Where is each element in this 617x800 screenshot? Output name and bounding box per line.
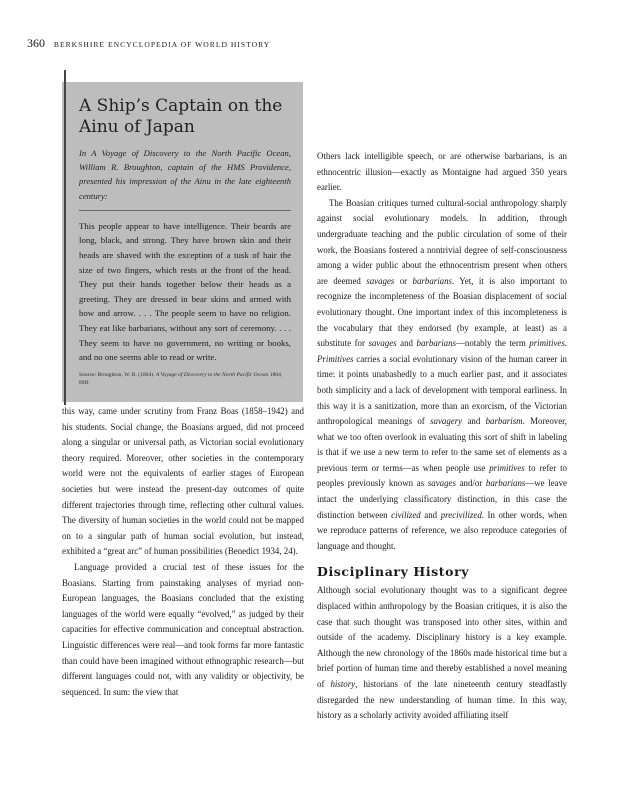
running-header bbox=[27, 36, 587, 50]
right-column bbox=[317, 149, 567, 724]
left-column bbox=[62, 404, 304, 700]
sidebar-vertical-rule bbox=[64, 70, 66, 405]
sidebar-box bbox=[62, 82, 303, 402]
sidebar-quote: This people appear to have intelligence. Their beards are long, black, and strong. They have brown skin and their heads are shaved with the exception of a tusk of hair the size of two fingers, which rests at the front of the head. They put their hands together below their heads as a greeting. They are dressed in bear skins and armed with bow and arrow. . . . The people seem to have no religion. They eat like barbarians, without any sort of ceremony. . . . They seem to have no government, no writing or books, and no one seems able to read or write. bbox=[79, 220, 291, 363]
source-prefix: Source: Broughton, W. R. (1804). bbox=[79, 371, 156, 378]
paragraph: Others lack intelligible speech, or are otherwise barbarians, is an ethnocentric illusion—exactly as Montaigne had argued 350 years earlier. bbox=[317, 151, 567, 193]
paragraph: this way, came under scrutiny from Franz Boas (1858–1942) and his students. Social change, the Boasians argued, did not proceed along a singular or universal path, as Victorian social evolutionary theory required. Moreover, other societies in the contemporary world were not the equivalents of earlier stages of European societies but were instead the present-day outcomes of quite different trajectories through time, reflecting other cultural values. The diversity of human societies in the world could not be mapped on to a singular path of human social evolution, but instead, exhibited a “great arc” of human possibilities (Benedict 1934, 24). bbox=[62, 406, 304, 557]
sidebar-intro: In A Voyage of Discovery to the North Pacific Ocean, William R. Broughton, captain of the HMS Providence, presented his impression of the Ainu in the late eighteenth century: bbox=[79, 148, 291, 201]
sidebar-divider bbox=[79, 210, 291, 211]
page-number: 360 bbox=[27, 36, 45, 50]
paragraph: The Boasian critiques turned cultural-social anthropology sharply against social evolutionary models. In addition, through undergraduate teaching and the public circulation of some of their work, the Boasians fostered a nontrivial degree of self-consciousness among a wider public about the ethnocentrism present when others are deemed savages or barbarians. Yet, it is also important to recognize the incompleteness of the Boasian displacement of social evolutionary thought. One important index of this incompleteness is the vocabulary that they endorsed (by example, at least) as a substitute for savages and barbarians—notably the term primitives. Primitives carries a social evolutionary vision of the human career in time: it points unabashedly to a much earlier past, and it associates both simplicity and a lack of development with temporal earliness. In this way it is a sanitization, more than an exorcism, of the Victorian anthropological meanings of savagery and barbarism. Moreover, what we too often overlook in evaluating this sort of shift in labeling is that if we use a new term to refer to the same set of elements as a previous term or terms—as when people use primitives to refer to peoples previously known as savages and/or barbarians—we leave intact the underlying classificatory distinction, in this case the distinction between civilized and precivilized. In other words, when we reproduce patterns of reference, we also reproduce categories of language and thought. bbox=[317, 197, 567, 551]
running-title: BERKSHIRE ENCYCLOPEDIA OF WORLD HISTORY bbox=[53, 40, 271, 49]
source-title: A Voyage of Discovery to the North Pacific Ocean bbox=[155, 371, 269, 378]
sidebar-title: A Ship’s Captain on the Ainu of Japan bbox=[79, 96, 283, 137]
sidebar-source bbox=[79, 371, 291, 387]
paragraph: Language provided a crucial test of these issues for the Boasians. Starting from painstaking analyses of myriad non-European languages, the Boasians concluded that the existing languages of the world were equally “evolved,” as judged by their capacities for effective communication and conceptual abstraction. Linguistic differences were real—and took forms far more fantastic than could have been imagined without ethnographic research—but different languages could not, with any validity or objectivity, be sequenced. In sum: the view that bbox=[62, 561, 304, 697]
source-suffix: 1804, 89ff. bbox=[79, 371, 283, 386]
section-heading: Disciplinary History bbox=[317, 564, 470, 580]
paragraph: Although social evolutionary thought was to a significant degree displaced within anthropology by the Boasian critiques, it is also the case that such thought was transposed into other sites, within and outside of the academy. Disciplinary history is a key example. Although the new chronology of the 1860s made historical time but a brief portion of human time and thereby established a novel meaning of history, historians of the late nineteenth century steadfastly disregarded the new understanding of human time. In this way, history as a scholarly activity avoided affiliating itself bbox=[317, 585, 567, 721]
